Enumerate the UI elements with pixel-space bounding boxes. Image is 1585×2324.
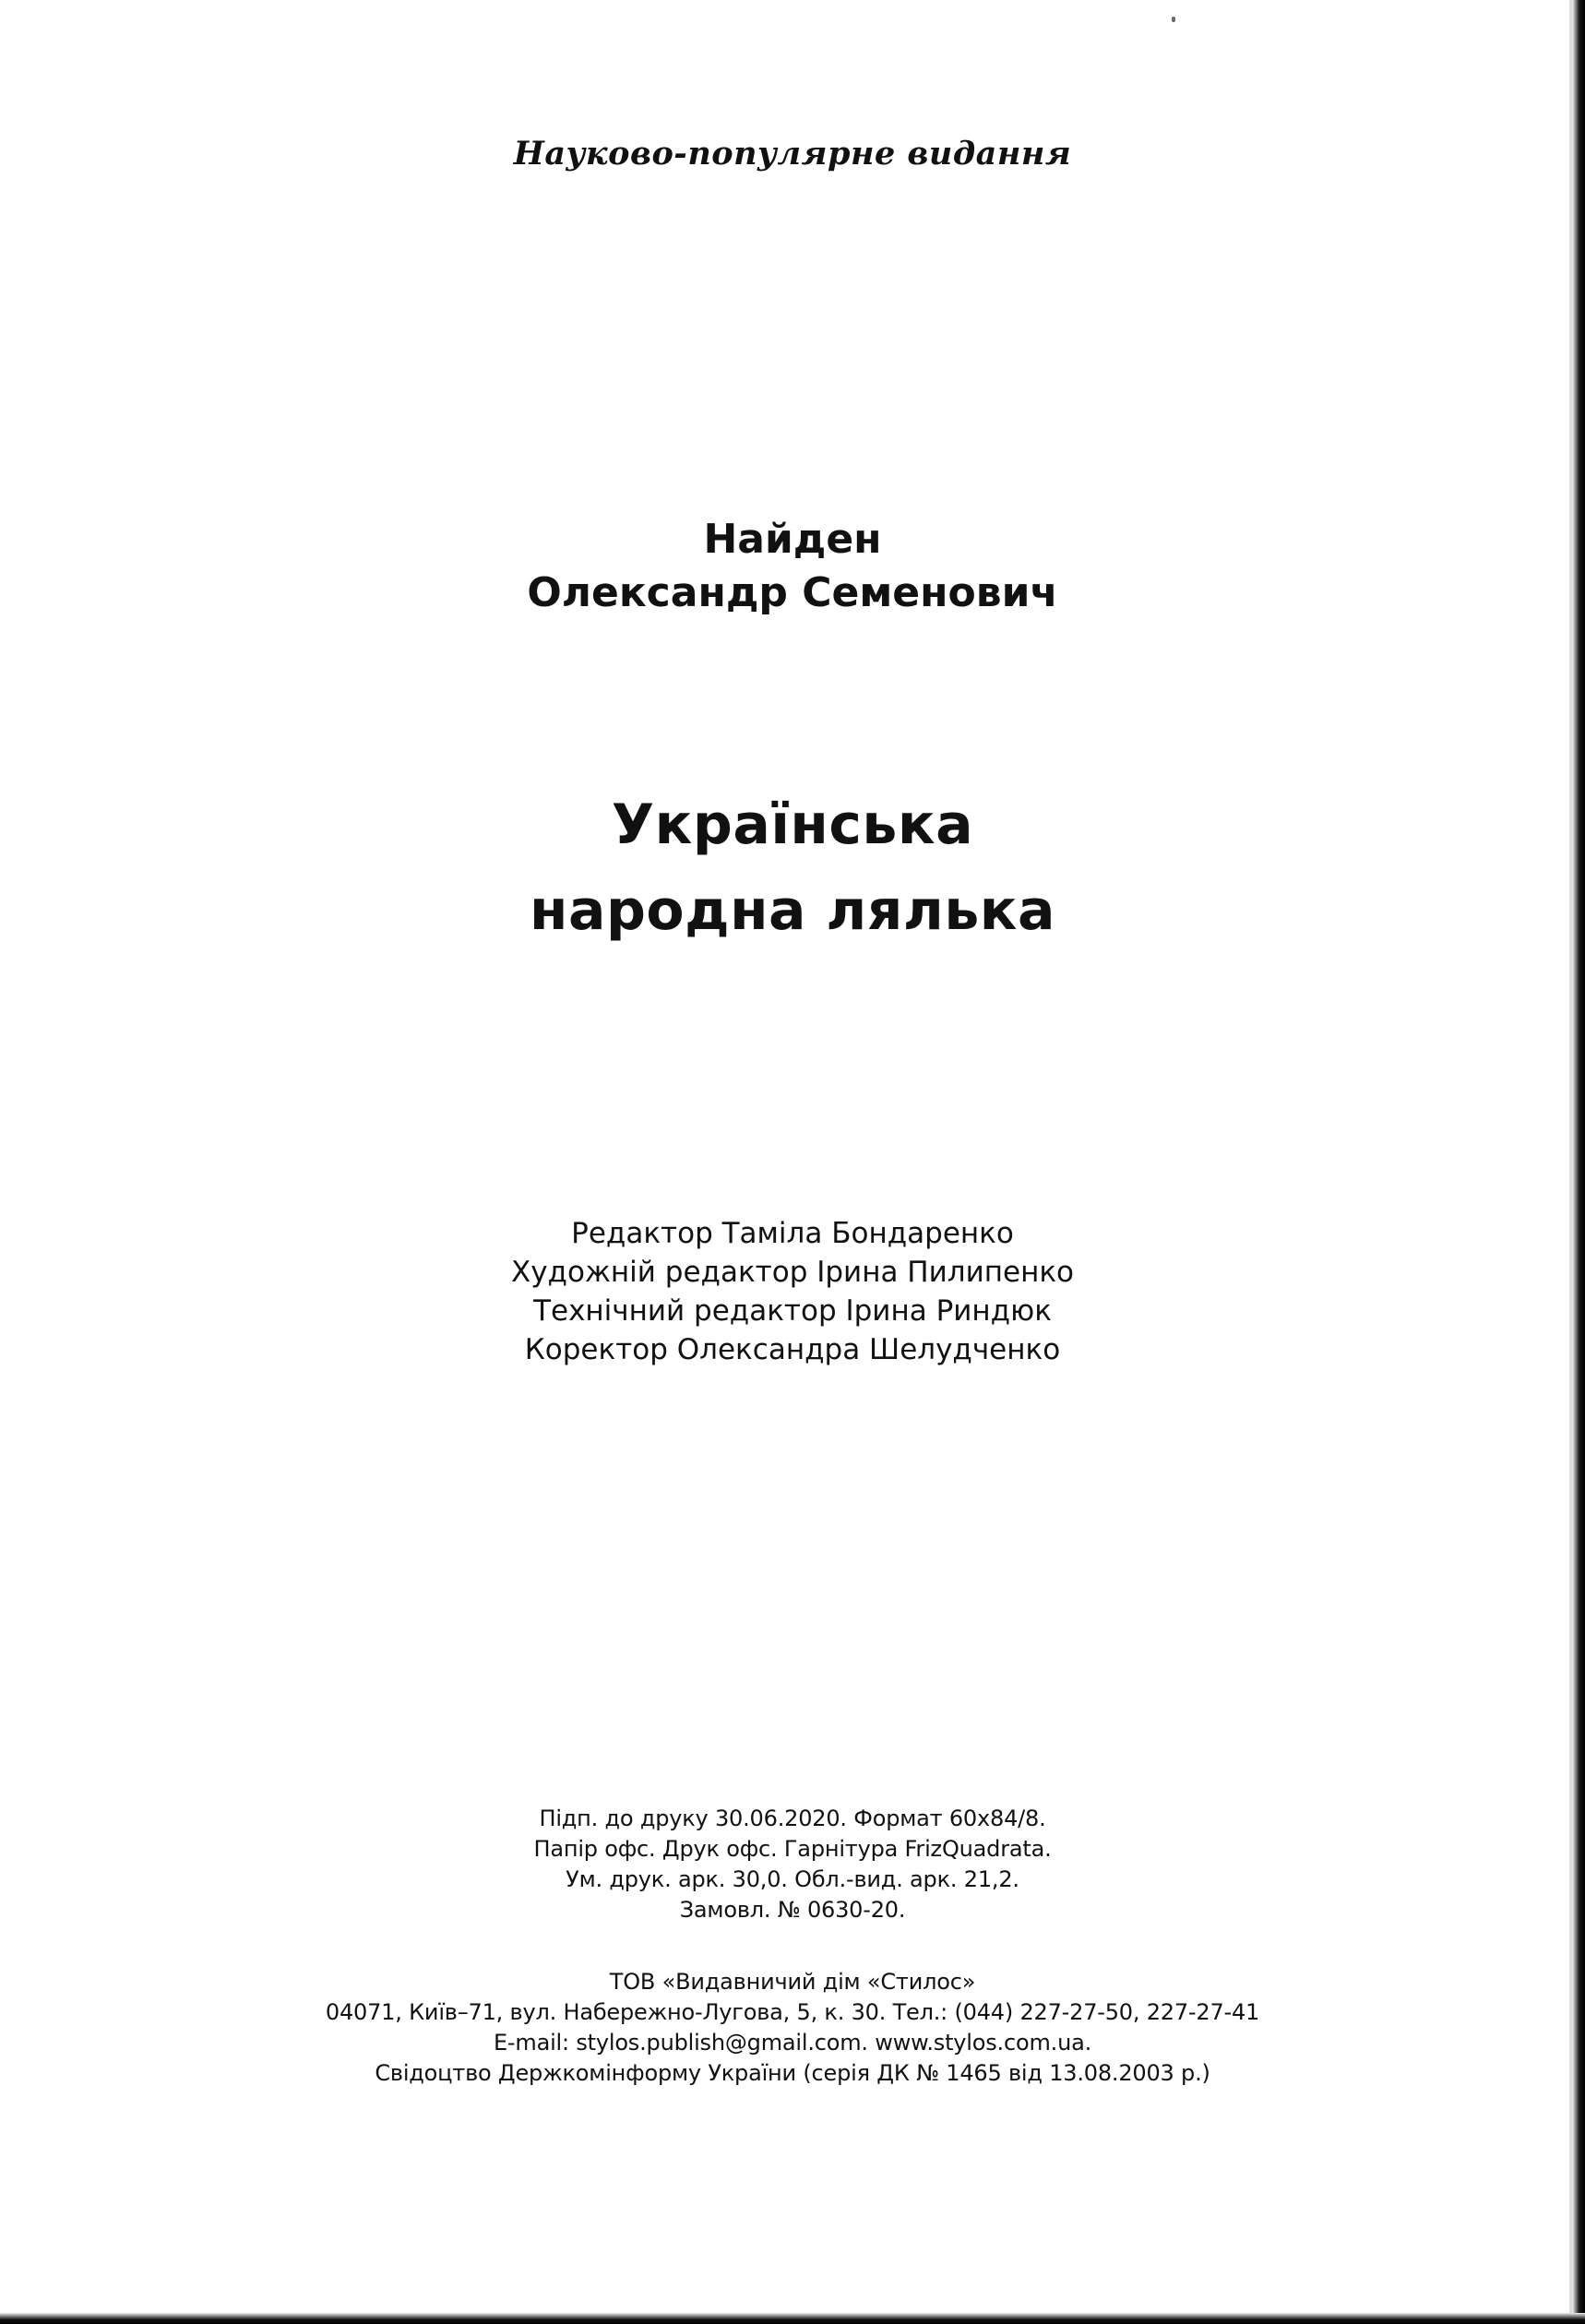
credit-proofreader: Коректор Олександра Шелудченко xyxy=(524,1333,1061,1366)
imprint-line: Папір офс. Друк офс. Гарнітура FrizQuadrata. xyxy=(533,1836,1052,1862)
publisher-info xyxy=(0,1967,1585,2089)
editorial-credits xyxy=(0,1214,1585,1369)
author-surname: Найден xyxy=(703,516,882,563)
credit-art-editor: Художній редактор Ірина Пилипенко xyxy=(510,1256,1075,1289)
imprint-line: Підп. до друку 30.06.2020. Формат 60х84/8. xyxy=(539,1806,1046,1831)
author-name xyxy=(0,513,1585,620)
author-given-names: Олександр Семенович xyxy=(527,569,1058,616)
publisher-address: 04071, Київ–71, вул. Набережно-Лугова, 5, к. 30. Тел.: (044) 227-27-50, 227-27-41 xyxy=(325,1999,1260,2025)
publisher-name: ТОВ «Видавничий дім «Стилос» xyxy=(609,1969,976,1995)
scan-edge-right xyxy=(1572,0,1585,2324)
imprint-line: Ум. друк. арк. 30,0. Обл.-вид. арк. 21,2. xyxy=(566,1866,1019,1892)
imprint-line: Замовл. № 0630-20. xyxy=(679,1897,906,1923)
publisher-contacts: E-mail: stylos.publish@gmail.com. www.stylos.com.ua. xyxy=(493,2030,1092,2056)
book-title-line-1: Українська xyxy=(611,793,974,857)
book-title xyxy=(0,782,1585,954)
book-title-line-2: народна лялька xyxy=(530,878,1055,943)
scan-edge-bottom xyxy=(0,2313,1585,2324)
print-imprint xyxy=(0,1804,1585,1925)
credit-editor: Редактор Таміла Бондаренко xyxy=(571,1217,1014,1250)
publisher-certificate: Свідоцтво Держкомінформу України (серія ДК № 1465 від 13.08.2003 р.) xyxy=(375,2060,1210,2086)
publication-genre: Науково-популярне видання xyxy=(513,135,1072,173)
credit-technical-editor: Технічний редактор Ірина Риндюк xyxy=(533,1294,1052,1328)
scan-speck xyxy=(1172,17,1175,22)
